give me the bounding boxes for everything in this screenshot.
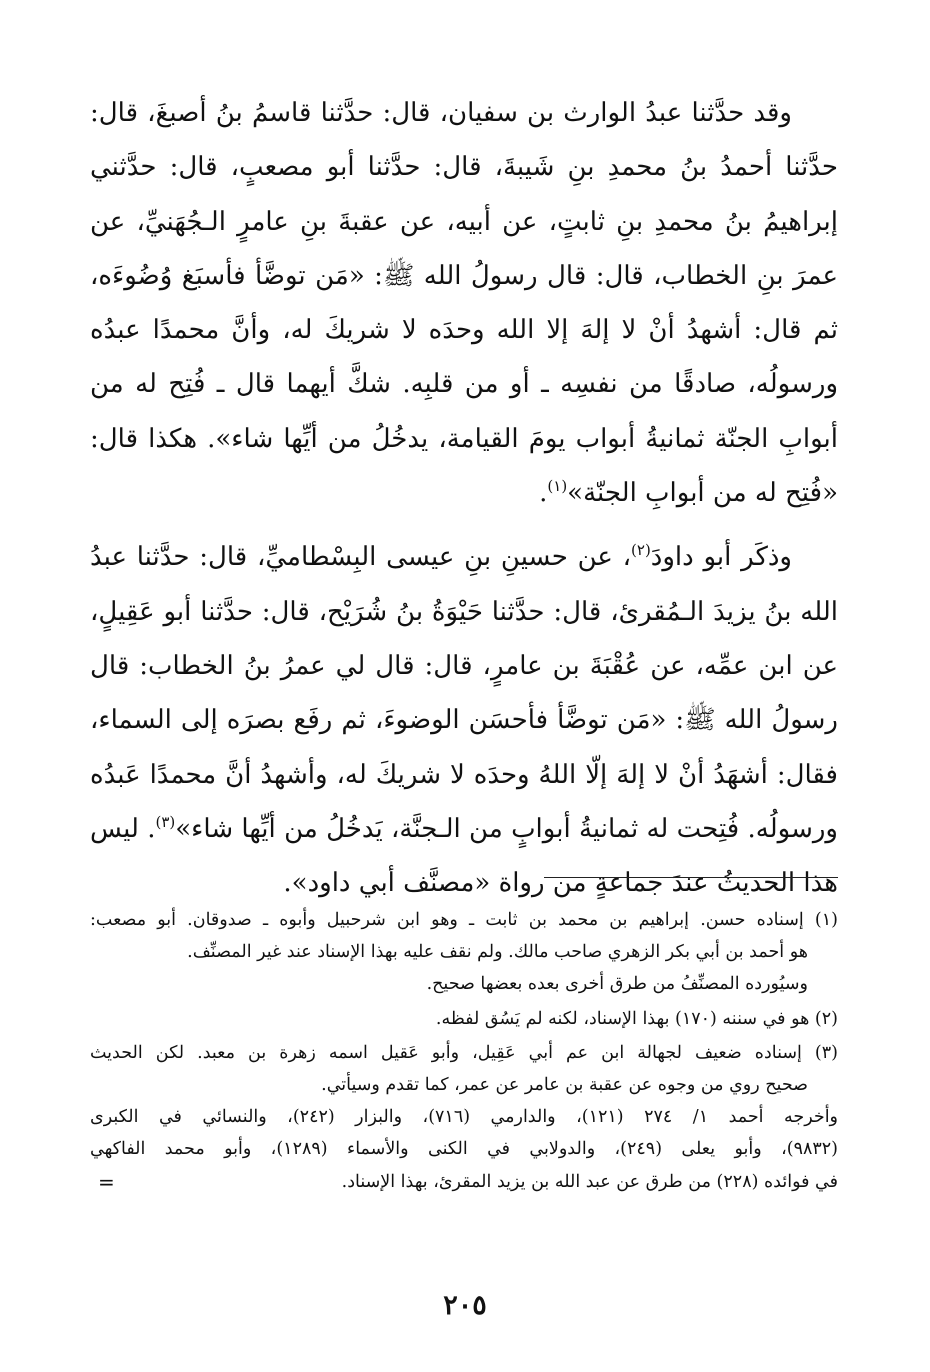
paragraph-2-text-c: . ليس هذا الحديثُ عندَ جماعةٍ من رواة «مصنَّف أبي داود».: [90, 813, 838, 899]
footnote-3-line-5: [90, 1166, 838, 1198]
paragraph-1-text: وقد حدَّثنا عبدُ الوارث بن سفيان، قال: حدَّثنا قاسمُ بنُ أصبغَ، قال: حدَّثنا أحمدُ بنُ محمدِ بنِ شَيبةَ، قال: حدَّثنا أبو مصعبٍ، قال: حدَّثني إبراهيمُ بنُ محمدِ بنِ ثابتٍ، عن أبيه، عن عقبةَ بنِ عامرٍ الـجُهَنيِّ، عن عمرَ بنِ الخطاب، قال: قال رسولُ الله ﷺ: «مَن توضَّأ فأسبَغ وُضُوءَه، ثم قال: أشهدُ أنْ لا إلهَ إلا الله وحدَه لا شريكَ له، وأنَّ محمدًا عبدُه ورسولُه، صادقًا من نفسِه ـ أو من قلبِه. شكَّ أيهما قال ـ فُتِح له من أبوابِ الجنّة ثمانيةُ أبواب يومَ القيامة، يدخُلُ من أيِّها شاء». هكذا قال: «فُتِح له من أبوابِ الجنّة»: [90, 98, 838, 509]
footnote-ref-2: (٢): [631, 541, 651, 560]
footnote-1-line-1: (١) إسناده حسن. إبراهيم بن محمد بن ثابت ـ وهو ابن شرحبيل وأبوه ـ صدوقان. أبو مصعب:: [90, 910, 838, 930]
footnote-2: [90, 1003, 838, 1035]
footnote-3-line-5-text: في فوائده (٢٢٨) من طرق عن عبد الله بن يزيد المقرئ، بهذا الإسناد.: [341, 1171, 838, 1192]
footnotes: [90, 904, 838, 1200]
footnote-separator: [544, 877, 838, 878]
paragraph-2-text-b: ، عن حسينِ بنِ عيسى البِسْطاميِّ، قال: حدَّثنا عبدُ الله بنُ يزيدَ الـمُقرئ، قال: حدَّثنا حَيْوَةُ بنُ شُرَيْح، قال: حدَّثنا أبو عَقِيلٍ، عن ابن عمِّه، عن عُقْبَةَ بن عامرٍ، قال: قال لي عمرُ بنُ الخطاب: قال رسولُ الله ﷺ: «مَن توضَّأ فأحسَن الوضوءَ، ثم رفَع بصرَه إلى السماء، فقال: أشهَدُ أنْ لا إلهَ إلّا اللهُ وحدَه لا شريكَ له، وأشهدُ أنَّ محمدًا عَبدُه ورسولُه. فُتِحت له ثمانيةُ أبوابٍ من الـجنَّة، يَدخُلُ من أيِّها شاء»: [90, 542, 838, 844]
paragraph-1: [90, 86, 838, 520]
footnote-1-line-3: وسيُورده المصنِّفُ من طرق أخرى بعده بعضها صحيح.: [426, 974, 808, 995]
footnote-3-line-1: (٣) إسناده ضعيف لجهالة ابن عم أبي عَقِيل، وأبو عَقيل اسمه زهرة بن معبد. لكن الحديث: [90, 1042, 838, 1063]
footnote-1-line-2: هو أحمد بن أبي بكر الزهري صاحب مالك. ولم نقف عليه بهذا الإسناد عند غير المصنِّف.: [187, 942, 808, 963]
page-number: ٢٠٥: [443, 1290, 487, 1321]
footnote-3: [90, 1037, 838, 1198]
footnote-2-line-1: (٢) هو في سننه (١٧٠) بهذا الإسناد، لكنه لم يَسُق لفظه.: [435, 1008, 838, 1029]
paragraph-2: [90, 530, 838, 910]
footnote-1: [90, 904, 838, 1001]
continuation-mark: =: [98, 1169, 115, 1194]
footnote-3-line-4: (٩٨٣٢)، وأبو يعلى (٢٤٩)، والدولابي في الكنى والأسماء (١٢٨٩)، وأبو محمد الفاكهي: [90, 1139, 838, 1160]
paragraph-1-end: .: [539, 478, 548, 509]
footnote-ref-1: (١): [547, 477, 568, 496]
main-text: [90, 86, 838, 910]
footnote-ref-3: (٣): [155, 812, 176, 831]
paragraph-2-text-a: وذكَر أبو داودَ: [650, 542, 792, 573]
footnote-3-line-3: وأخرجه أحمد ١/ ٢٧٤ (١٢١)، والدارمي (٧١٦)، والبزار (٢٤٢)، والنسائي في الكبرى: [90, 1107, 838, 1128]
footnote-3-line-2: صحيح روي من وجوه عن عقبة بن عامر عن عمر، كما تقدم وسيأتي.: [321, 1075, 808, 1096]
